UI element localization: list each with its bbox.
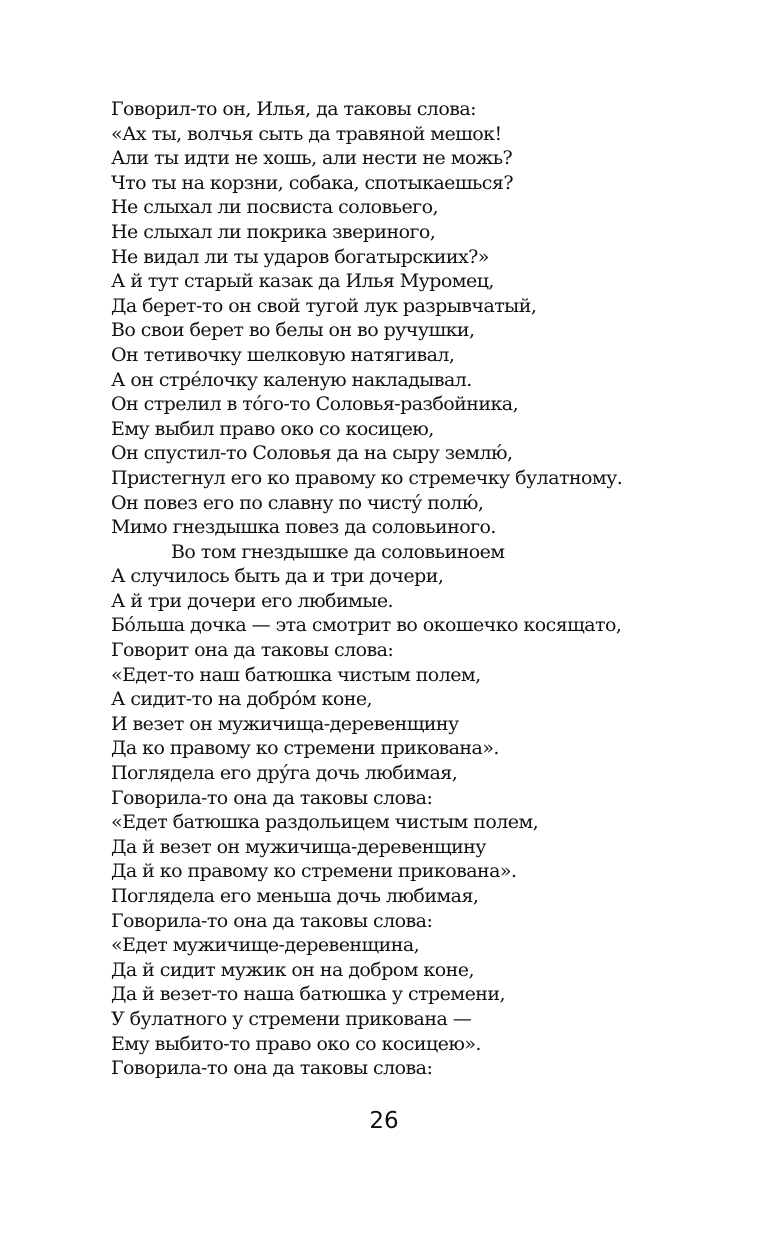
poem-line: Да берет-то он свой тугой лук разрывчатый, (111, 294, 537, 317)
poem-line: «Едет-то наш батюшка чистым полем, (111, 663, 481, 686)
poem-line: Пристегнул его ко правому ко стремечку булатному. (111, 466, 623, 489)
poem-line: Да ко правому ко стремени прикована». (111, 737, 499, 760)
page-number: 26 (369, 1108, 399, 1134)
poem-line: Да й сидит мужик он на добром коне, (111, 958, 474, 981)
poem-line: Ему выбито-то право око со косицею». (111, 1032, 481, 1055)
poem-line: Он спустил-то Соловья да на сыру землю́, (111, 442, 513, 465)
poem-line: Говорила-то она да таковы слова: (111, 909, 433, 932)
poem-line: Он повез его по славну по чисту́ полю́, (111, 491, 484, 514)
poem-line: Поглядела его дру́га дочь любимая, (111, 762, 458, 785)
poem-line: Что ты на корзни, собака, спотыкаешься? (111, 171, 513, 194)
poem-line: И везет он мужичища-деревенщину (111, 712, 459, 735)
poem-line: Во том гнездышке да соловьиноем (171, 540, 505, 563)
poem-line: А й тут старый казак да Илья Муромец, (111, 270, 494, 293)
poem-line: Он стрелил в то́го-то Соловья-разбойника, (111, 393, 519, 416)
poem-line: Не слыхал ли покрика звериного, (111, 220, 436, 243)
poem-line: Говорила-то она да таковы слова: (111, 786, 433, 809)
poem-line: Поглядела его меньша дочь любимая, (111, 885, 479, 907)
poem-line: Не слыхал ли посвиста соловьего, (111, 196, 438, 219)
poem-line: У булатного у стремени прикована — (111, 1007, 472, 1030)
poem-line: А й три дочери его любимые. (111, 589, 394, 612)
poem-line: А случилось быть да и три дочери, (111, 565, 444, 588)
poem-line: Бо́льша дочка — эта смотрит во окошечко косящато, (111, 614, 622, 637)
poem-line: Мимо гнездышка повез да соловьиного. (111, 516, 496, 539)
poem-line: Говорил-то он, Илья, да таковы слова: (111, 98, 476, 120)
poem-line: Говорила-то она да таковы слова: (111, 1057, 433, 1080)
poem-line: Ему выбил право око со косицею, (111, 417, 434, 440)
poem-line: Али ты идти не хошь, али нести не можь? (111, 147, 513, 170)
poem-line: «Едет батюшка раздольицем чистым полем, (111, 811, 539, 834)
poem-line: Да й везет он мужичища-деревенщину (111, 835, 486, 858)
poem-line: Во свои берет во белы он во ручушки, (111, 319, 475, 342)
poem-line: А он стре́лочку каленую накладывал. (111, 368, 472, 391)
poem-text (111, 97, 731, 1081)
poem-line: «Едет мужичище-деревенщина, (111, 934, 420, 957)
poem-line: Он тетивочку шелковую натягивал, (111, 343, 455, 366)
poem-line: А сидит-то на добро́м коне, (111, 688, 373, 711)
poem-line: Да й ко правому ко стремени прикована». (111, 860, 517, 883)
poem-line: Не видал ли ты ударов богатырскиих?» (111, 245, 489, 268)
poem-line: «Ах ты, волчья сыть да травяной мешок! (111, 122, 502, 145)
poem-line: Да й везет-то наша батюшка у стремени, (111, 983, 506, 1006)
poem-line: Говорит она да таковы слова: (111, 639, 394, 662)
